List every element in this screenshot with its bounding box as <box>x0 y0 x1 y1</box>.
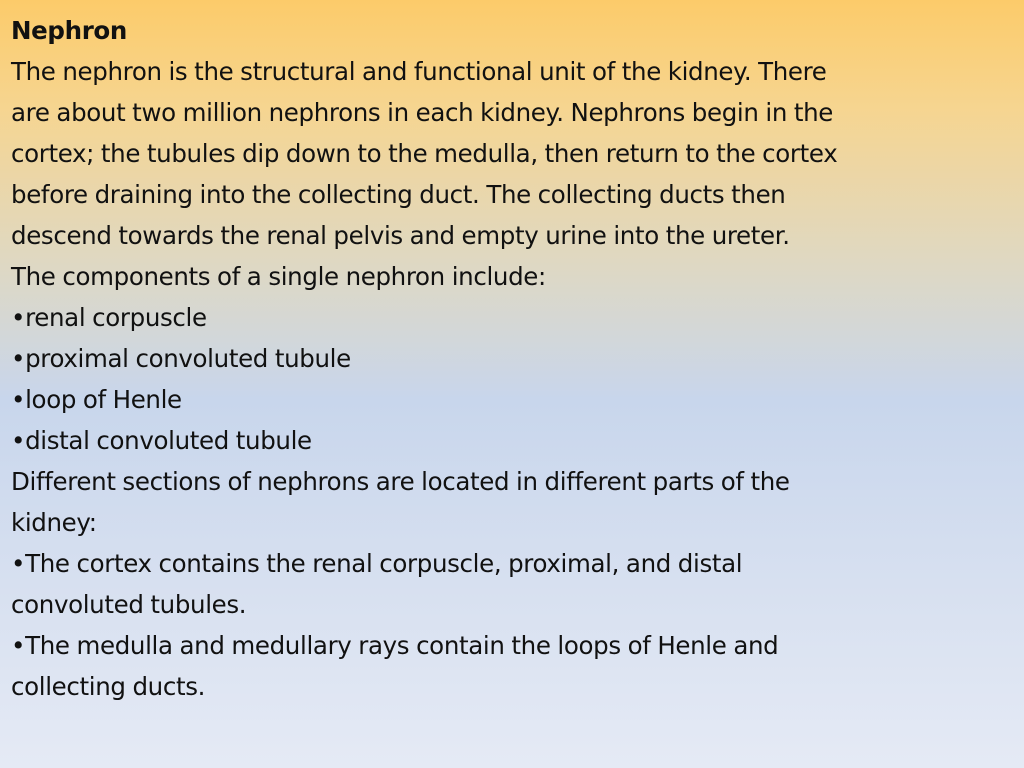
location-item-medulla: •The medulla and medullary rays contain the loops of Henle and <box>11 631 779 660</box>
sections-line-2: kidney: <box>11 508 97 537</box>
slide-title: Nephron <box>11 16 128 45</box>
location-item-cortex-cont: convoluted tubules. <box>11 590 247 619</box>
slide-content <box>11 10 1011 707</box>
intro-line-4: before draining into the collecting duct. The collecting ducts then <box>11 180 786 209</box>
location-item-medulla-cont: collecting ducts. <box>11 672 206 701</box>
sections-line-1: Different sections of nephrons are located in different parts of the <box>11 467 790 496</box>
intro-line-2: are about two million nephrons in each kidney. Nephrons begin in the <box>11 98 834 127</box>
component-item: •loop of Henle <box>11 385 182 414</box>
intro-line-3: cortex; the tubules dip down to the medulla, then return to the cortex <box>11 139 838 168</box>
intro-line-5: descend towards the renal pelvis and empty urine into the ureter. <box>11 221 790 250</box>
location-item-cortex: •The cortex contains the renal corpuscle, proximal, and distal <box>11 549 743 578</box>
component-item: •renal corpuscle <box>11 303 207 332</box>
intro-line-1: The nephron is the structural and functional unit of the kidney. There <box>11 57 827 86</box>
component-item: •proximal convoluted tubule <box>11 344 351 373</box>
component-item: •distal convoluted tubule <box>11 426 312 455</box>
components-heading: The components of a single nephron include: <box>11 262 546 291</box>
